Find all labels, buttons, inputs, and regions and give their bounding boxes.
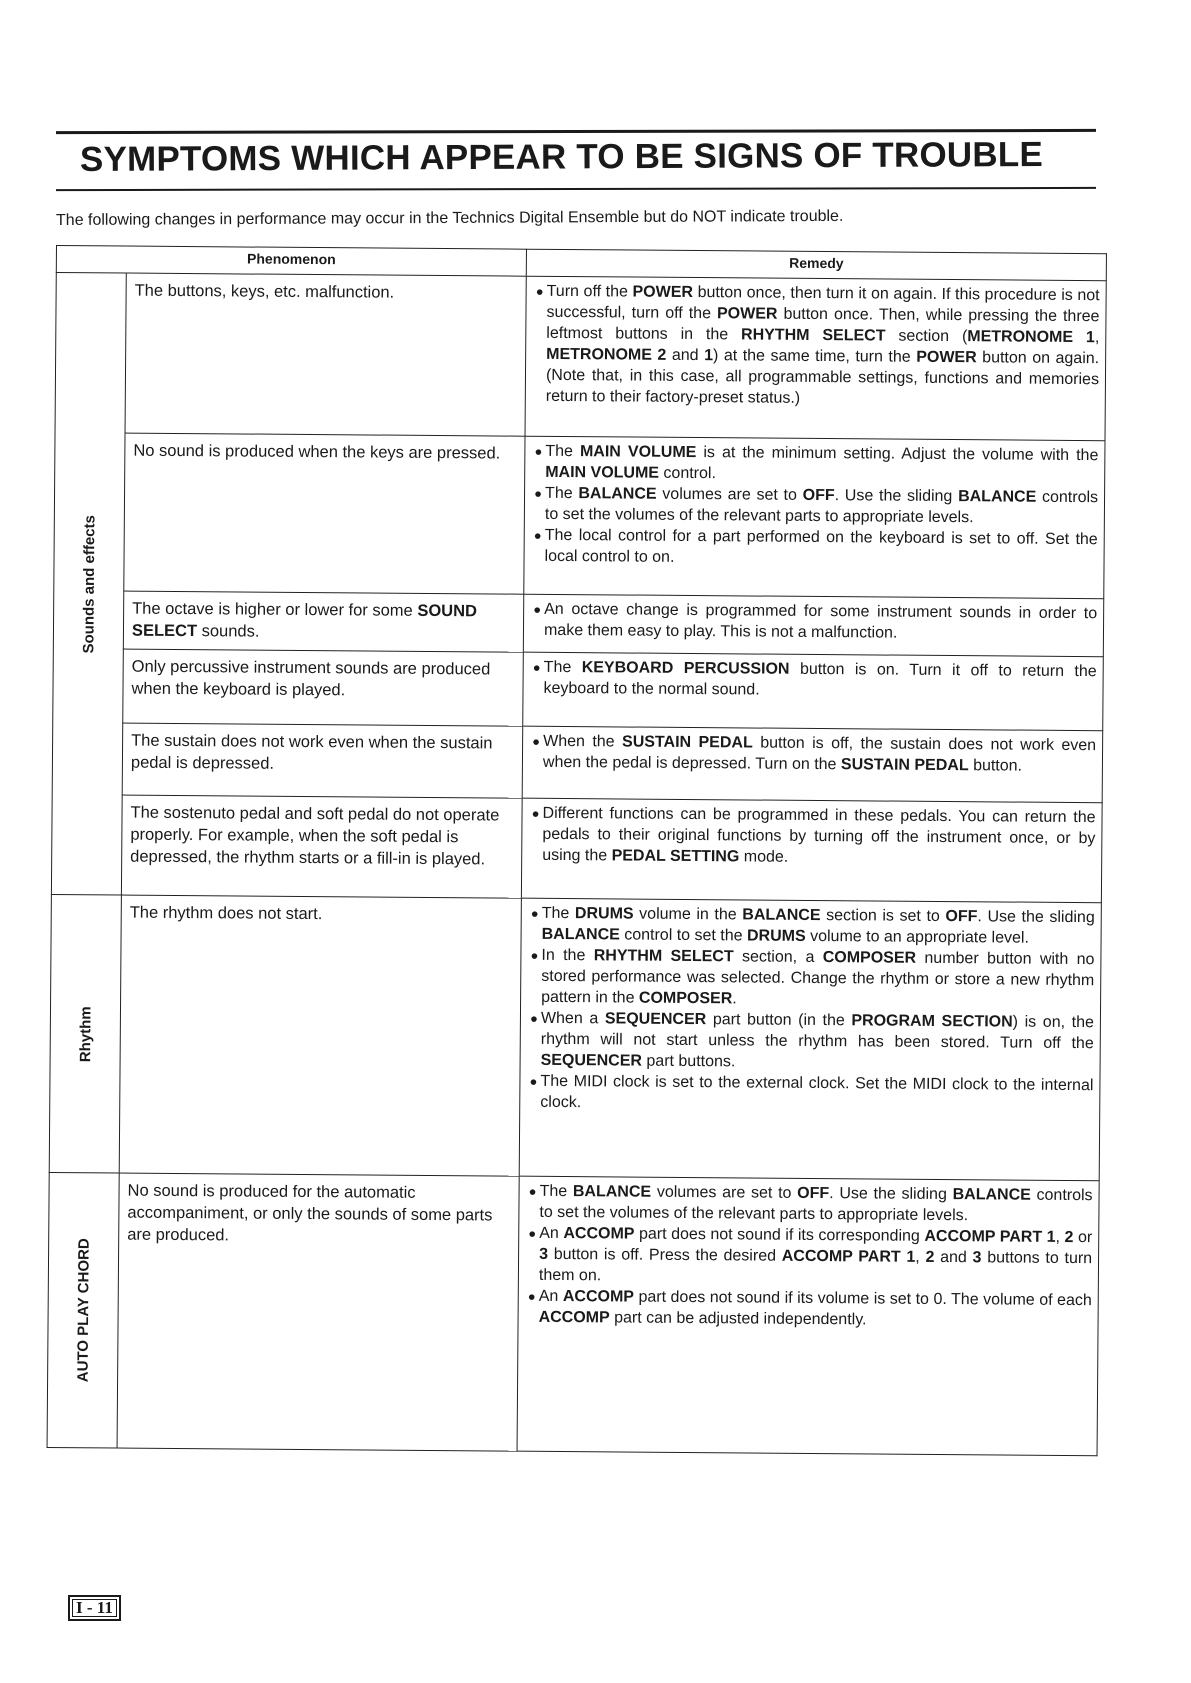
table-row: [51, 794, 1102, 902]
phenomenon-cell: The rhythm does not start.: [119, 895, 521, 1176]
remedy-cell: ● The MAIN VOLUME is at the minimum setting. Adjust the volume with the MAIN VOLUME control. ● The BALANCE volumes are set to OFF. Use the sliding BALANCE controls to set the volumes of the relevant parts to appropriate levels. ● The local control for a part performed on the keyboard is set to off. Set the local control to on.: [524, 436, 1105, 599]
table-row: [53, 648, 1104, 730]
table-row: [53, 590, 1103, 656]
remedy-cell: ● The DRUMS volume in the BALANCE section is set to OFF. Use the sliding BALANCE control to set the DRUMS volume to an appropriate level. ● In the RHYTHM SELECT section, a COMPOSER number button with no stored performance was selected. Change the rhythm or store a new rhythm pattern in the COMPOSER. ● When a SEQUENCER part button (in the PROGRAM SECTION) is on, the rhythm will not start unless the rhythm has been stored. Turn off the SEQUENCER part buttons. ● The MIDI clock is set to the external clock. Set the MIDI clock to the internal clock.: [519, 898, 1101, 1181]
remedy-cell: ● Different functions can be programmed in these pedals. You can return the pedals to their original functions by turning off the instrument once, or by using the PEDAL SETTING mode.: [521, 798, 1102, 903]
header-remedy: Remedy: [526, 249, 1106, 281]
phenomenon-cell: Only percussive instrument sounds are produced when the keyboard is played.: [123, 649, 524, 726]
table-row: [55, 273, 1106, 441]
trouble-table: [47, 245, 1106, 1456]
table-row: [52, 722, 1103, 802]
remedy-cell: ● The BALANCE volumes are set to OFF. Use the sliding BALANCE controls to set the volumes of the relevant parts to appropriate levels. ● An ACCOMP part does not sound if its corresponding ACCOMP PART 1, 2 or 3 button is off. Press the desired ACCOMP PART 1, 2 and 3 buttons to turn them on. ● An ACCOMP part does not sound if its volume is set to 0. The volume of each ACCOMP part can be adjusted independently.: [517, 1176, 1099, 1456]
category-label: AUTO PLAY CHORD: [74, 1238, 93, 1383]
intro-text: The following changes in performance may occur in the Technics Digital Ensemble but do NOT indicate trouble.: [55, 207, 844, 229]
category-sounds-and-effects: [51, 273, 126, 896]
category-rhythm: [49, 894, 121, 1173]
remedy-cell: ● The KEYBOARD PERCUSSION button is on. Turn it off to return the keyboard to the normal sound.: [523, 652, 1104, 731]
table-row: [47, 1172, 1099, 1455]
table-row: [49, 894, 1101, 1180]
page-title: SYMPTOMS WHICH APPEAR TO BE SIGNS OF TROUBLE: [79, 134, 1044, 179]
phenomenon-cell: The buttons, keys, etc. malfunction.: [125, 273, 526, 436]
header-phenomenon: Phenomenon: [56, 246, 526, 277]
phenomenon-cell: The octave is higher or lower for some SOUND SELECT sounds.: [123, 591, 523, 652]
table-row: [54, 432, 1105, 598]
title-rule-top: [56, 129, 1096, 134]
title-rule-bottom: [56, 187, 1096, 191]
category-label: Rhythm: [76, 1005, 95, 1062]
phenomenon-cell: The sustain does not work even when the sustain pedal is depressed.: [122, 723, 523, 798]
remedy-cell: ● Turn off the POWER button once, then turn it on again. If this procedure is not successful, turn off the POWER button once. Then, while pressing the three leftmost buttons in the RHYTHM SELECT section (METRONOME 1, METRONOME 2 and 1) at the same time, turn the POWER button on again. (Note that, in this case, all programmable settings, functions and memories return to their factory-preset status.): [525, 276, 1106, 441]
phenomenon-cell: No sound is produced when the keys are pressed.: [124, 433, 525, 594]
page-number: I - 11: [68, 1595, 121, 1621]
remedy-cell: ● An octave change is programmed for some instrument sounds in order to make them easy to play. This is not a malfunction.: [523, 594, 1103, 657]
category-auto-play-chord: [47, 1172, 119, 1448]
phenomenon-cell: No sound is produced for the automatic accompaniment, or only the sounds of some parts are produced.: [117, 1173, 519, 1451]
phenomenon-cell: The sostenuto pedal and soft pedal do not operate properly. For example, when the soft pedal is depressed, the rhythm starts or a fill-in is played.: [121, 795, 522, 898]
category-label: Sounds and effects: [79, 514, 98, 654]
remedy-cell: ● When the SUSTAIN PEDAL button is off, the sustain does not work even when the pedal is depressed. Turn on the SUSTAIN PEDAL button.: [522, 726, 1103, 803]
